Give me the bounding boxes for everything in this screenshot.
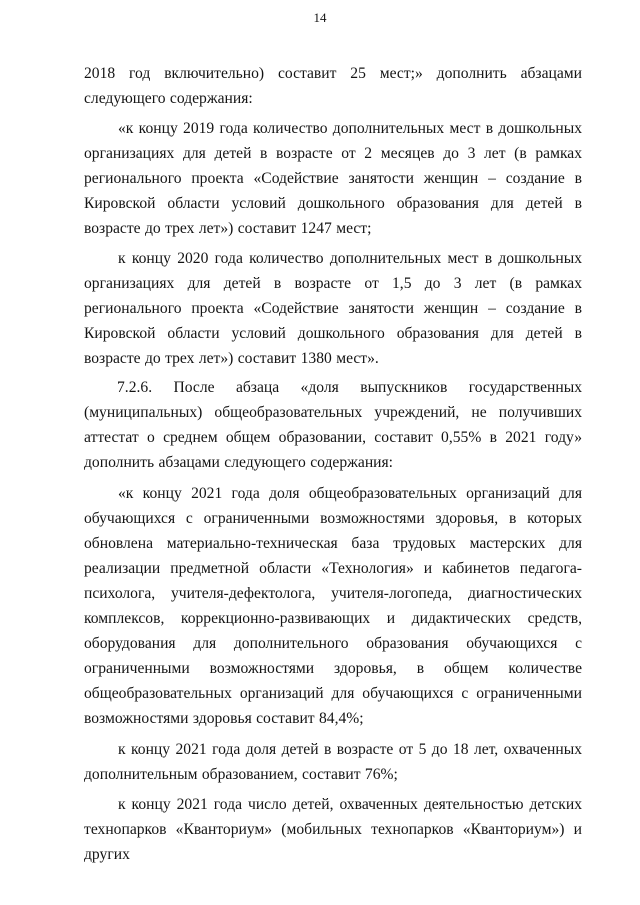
paragraph-7-2-6: 7.2.6. После абзаца «доля выпускников государственных (муниципальных) общеобразовательных учреждений, не получивших аттестат о среднем общем образовании, составит 0,55% в 2021 году» дополнить абзацами следующего содержания:: [84, 379, 582, 471]
page-number: 14: [313, 10, 327, 25]
paragraph-2021-kvantorium: к концу 2021 года число детей, охваченных деятельностью детских технопарков «Кванториум» (мобильных технопарков «Кванториум») и других: [84, 796, 582, 863]
paragraph-2020-places: к концу 2020 года количество дополнительных мест в дошкольных организациях для детей в возрасте от 1,5 до 3 лет (в рамках регионального проекта «Содействие занятости женщин – создание в Кировской области условий дошкольного образования для детей в возрасте до трех лет») составит 1380 мест».: [84, 250, 582, 367]
paragraph-2021-special-needs: «к концу 2021 года доля общеобразовательных организаций для обучающихся с ограниченными возможностями здоровья, в которых обновлена материально-техническая база трудовых мастерских для реализации предметной области «Технология» и кабинетов педагога-психолога, учителя-дефектолога, учителя-логопеда, диагностических комплексов, коррекционно-развивающих и дидактических средств, оборудования для дополнительного образования обучающихся с ограниченными возможностями здоровья, в общем количестве общеобразовательных организаций для обучающихся с ограниченными возможностями здоровья составит 84,4%;: [84, 485, 582, 727]
paragraph-2021-additional-education: к концу 2021 года доля детей в возрасте от 5 до 18 лет, охваченных дополнительным образованием, составит 76%;: [84, 741, 582, 783]
paragraph-2019-places: «к концу 2019 года количество дополнительных мест в дошкольных организациях для детей в возрасте от 2 месяцев до 3 лет (в рамках регионального проекта «Содействие занятости женщин – создание в Кировской области условий дошкольного образования для детей в возрасте до трех лет») составит 1247 мест;: [84, 120, 582, 237]
document-body: [84, 61, 582, 863]
paragraph-continuation: 2018 год включительно) составит 25 мест;» дополнить абзацами следующего содержания:: [84, 65, 582, 107]
